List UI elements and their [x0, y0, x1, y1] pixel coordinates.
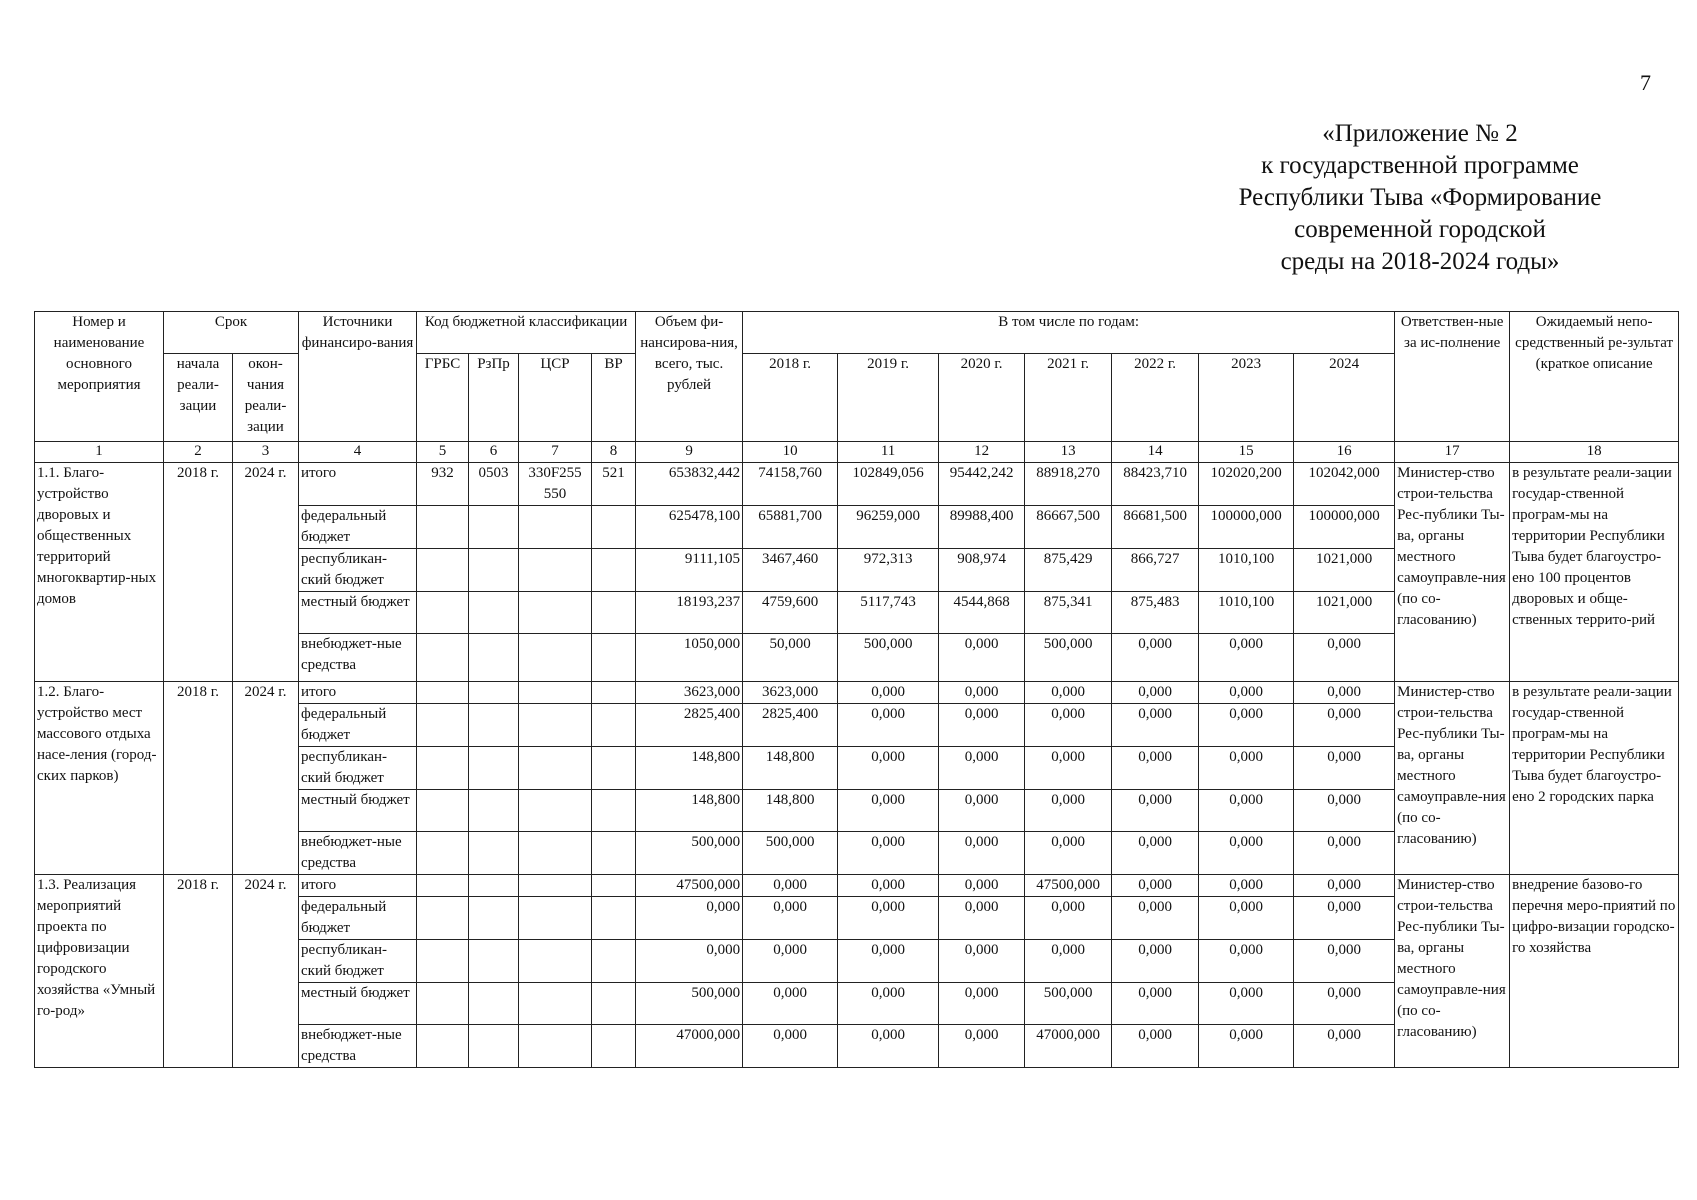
funding-source: внебюджет-ные средства	[299, 1025, 417, 1068]
header-rzpr: РзПр	[469, 354, 519, 442]
year-amount: 0,000	[1294, 832, 1395, 875]
funding-source: внебюджет-ные средства	[299, 634, 417, 682]
code-csr	[519, 1025, 592, 1068]
header-responsible: Ответствен-ные за ис-полнение	[1395, 312, 1510, 442]
year-amount: 866,727	[1112, 549, 1199, 592]
year-amount: 0,000	[939, 790, 1025, 832]
funding-source: итого	[299, 875, 417, 897]
year-amount: 0,000	[838, 747, 939, 790]
funding-source: местный бюджет	[299, 983, 417, 1025]
year-amount: 4759,600	[743, 592, 838, 634]
year-amount: 0,000	[743, 983, 838, 1025]
year-amount: 0,000	[1294, 682, 1395, 704]
column-number: 9	[636, 442, 743, 463]
year-amount: 1021,000	[1294, 592, 1395, 634]
column-number: 16	[1294, 442, 1395, 463]
expected-result: внедрение базово-го перечня меро-приятий по цифро-визации городско-го хозяйства	[1510, 875, 1679, 1068]
heading-line: Республики Тыва «Формирование	[1238, 184, 1602, 211]
funding-source: итого	[299, 463, 417, 506]
year-amount: 95442,242	[939, 463, 1025, 506]
column-number: 5	[417, 442, 469, 463]
code-rzpr	[469, 875, 519, 897]
table-row	[35, 463, 1679, 506]
year-amount: 0,000	[1112, 634, 1199, 682]
year-amount: 86667,500	[1025, 506, 1112, 549]
year-amount: 0,000	[1112, 1025, 1199, 1068]
year-amount: 0,000	[1025, 682, 1112, 704]
code-csr	[519, 592, 592, 634]
code-rzpr	[469, 634, 519, 682]
code-rzpr	[469, 832, 519, 875]
total-amount: 3623,000	[636, 682, 743, 704]
year-amount: 89988,400	[939, 506, 1025, 549]
year-amount: 100000,000	[1199, 506, 1294, 549]
column-number: 4	[299, 442, 417, 463]
code-rzpr	[469, 592, 519, 634]
year-amount: 50,000	[743, 634, 838, 682]
header-year: 2022 г.	[1112, 354, 1199, 442]
column-number: 18	[1510, 442, 1679, 463]
year-amount: 0,000	[1294, 940, 1395, 983]
code-grbs	[417, 747, 469, 790]
code-csr	[519, 634, 592, 682]
year-amount: 0,000	[1112, 897, 1199, 940]
code-csr	[519, 549, 592, 592]
year-amount: 0,000	[1294, 634, 1395, 682]
table-body	[35, 463, 1679, 1068]
column-number: 2	[164, 442, 233, 463]
year-amount: 0,000	[939, 682, 1025, 704]
code-vr	[592, 634, 636, 682]
measure-name: 1.3. Реализация мероприятий проекта по цифровизации городского хозяйства «Умный го-род»	[35, 875, 164, 1068]
column-number: 7	[519, 442, 592, 463]
year-amount: 1021,000	[1294, 549, 1395, 592]
total-amount: 500,000	[636, 832, 743, 875]
year-amount: 0,000	[939, 634, 1025, 682]
code-vr	[592, 1025, 636, 1068]
column-number: 3	[233, 442, 299, 463]
code-csr	[519, 704, 592, 747]
year-amount: 0,000	[1199, 704, 1294, 747]
code-vr	[592, 832, 636, 875]
column-number: 11	[838, 442, 939, 463]
column-number: 15	[1199, 442, 1294, 463]
year-amount: 0,000	[1294, 875, 1395, 897]
column-number: 12	[939, 442, 1025, 463]
code-rzpr	[469, 506, 519, 549]
year-amount: 0,000	[1112, 832, 1199, 875]
year-amount: 0,000	[1112, 704, 1199, 747]
total-amount: 625478,100	[636, 506, 743, 549]
total-amount: 148,800	[636, 790, 743, 832]
year-amount: 88918,270	[1025, 463, 1112, 506]
column-number: 8	[592, 442, 636, 463]
header-budget-code: Код бюджетной классификации	[417, 312, 636, 354]
code-vr	[592, 506, 636, 549]
code-rzpr	[469, 897, 519, 940]
year-amount: 0,000	[1199, 983, 1294, 1025]
page-number: 7	[1640, 70, 1651, 95]
year-amount: 0,000	[1199, 832, 1294, 875]
code-vr	[592, 747, 636, 790]
code-csr	[519, 897, 592, 940]
header-year: 2023	[1199, 354, 1294, 442]
table-row	[35, 682, 1679, 704]
year-amount: 148,800	[743, 747, 838, 790]
year-amount: 0,000	[743, 897, 838, 940]
responsible: Министер-ство строи-тельства Рес-публики Ты-ва, органы местного самоуправле-ния (по со-гласованию)	[1395, 463, 1510, 682]
code-vr	[592, 897, 636, 940]
year-amount: 500,000	[1025, 983, 1112, 1025]
year-amount: 0,000	[838, 875, 939, 897]
code-vr	[592, 790, 636, 832]
heading-line: к государственной программе	[1261, 152, 1579, 179]
year-amount: 0,000	[1199, 875, 1294, 897]
total-amount: 47500,000	[636, 875, 743, 897]
total-amount: 148,800	[636, 747, 743, 790]
year-amount: 0,000	[1199, 940, 1294, 983]
year-amount: 0,000	[838, 682, 939, 704]
year-amount: 0,000	[838, 704, 939, 747]
year-amount: 0,000	[1025, 704, 1112, 747]
measure-start: 2018 г.	[164, 875, 233, 1068]
code-vr: 521	[592, 463, 636, 506]
total-amount: 0,000	[636, 897, 743, 940]
header-year: 2024	[1294, 354, 1395, 442]
funding-source: республикан-ский бюджет	[299, 747, 417, 790]
year-amount: 0,000	[1294, 747, 1395, 790]
total-amount: 500,000	[636, 983, 743, 1025]
column-number: 17	[1395, 442, 1510, 463]
expected-result: в результате реали-зации государ-ственной програм-мы на территории Республики Тыва будет благоустро-ено 2 городских парка	[1510, 682, 1679, 875]
year-amount: 100000,000	[1294, 506, 1395, 549]
measure-end: 2024 г.	[233, 682, 299, 875]
header-result: Ожидаемый непо-средственный ре-зультат (краткое описание	[1510, 312, 1679, 442]
code-csr	[519, 832, 592, 875]
code-rzpr	[469, 704, 519, 747]
code-rzpr	[469, 790, 519, 832]
code-grbs	[417, 1025, 469, 1068]
code-grbs	[417, 682, 469, 704]
year-amount: 3467,460	[743, 549, 838, 592]
year-amount: 0,000	[1199, 747, 1294, 790]
header-vr: ВР	[592, 354, 636, 442]
measure-end: 2024 г.	[233, 875, 299, 1068]
year-amount: 0,000	[1112, 983, 1199, 1025]
year-amount: 0,000	[1294, 790, 1395, 832]
header-year: 2019 г.	[838, 354, 939, 442]
year-amount: 102849,056	[838, 463, 939, 506]
year-amount: 0,000	[939, 940, 1025, 983]
year-amount: 0,000	[838, 983, 939, 1025]
year-amount: 0,000	[838, 1025, 939, 1068]
year-amount: 0,000	[743, 875, 838, 897]
year-amount: 0,000	[939, 875, 1025, 897]
year-amount: 74158,760	[743, 463, 838, 506]
total-amount: 0,000	[636, 940, 743, 983]
year-amount: 0,000	[1199, 897, 1294, 940]
code-rzpr	[469, 549, 519, 592]
year-amount: 102020,200	[1199, 463, 1294, 506]
year-amount: 0,000	[838, 832, 939, 875]
heading-line: «Приложение № 2	[1322, 120, 1518, 147]
total-amount: 2825,400	[636, 704, 743, 747]
measure-end: 2024 г.	[233, 463, 299, 682]
year-amount: 875,483	[1112, 592, 1199, 634]
total-amount: 9111,105	[636, 549, 743, 592]
code-rzpr	[469, 983, 519, 1025]
code-rzpr	[469, 682, 519, 704]
code-vr	[592, 549, 636, 592]
code-csr	[519, 790, 592, 832]
code-grbs	[417, 506, 469, 549]
year-amount: 0,000	[1199, 1025, 1294, 1068]
year-amount: 102042,000	[1294, 463, 1395, 506]
year-amount: 875,341	[1025, 592, 1112, 634]
heading-line: среды на 2018-2024 годы»	[1280, 248, 1560, 275]
year-amount: 0,000	[1112, 940, 1199, 983]
code-grbs	[417, 832, 469, 875]
year-amount: 0,000	[838, 897, 939, 940]
year-amount: 0,000	[1294, 1025, 1395, 1068]
column-number: 13	[1025, 442, 1112, 463]
total-amount: 1050,000	[636, 634, 743, 682]
year-amount: 86681,500	[1112, 506, 1199, 549]
year-amount: 0,000	[1294, 897, 1395, 940]
header-grbs: ГРБС	[417, 354, 469, 442]
funding-source: федеральный бюджет	[299, 704, 417, 747]
heading-line: современной городской	[1294, 216, 1546, 243]
year-amount: 0,000	[939, 983, 1025, 1025]
year-amount: 0,000	[1025, 790, 1112, 832]
code-grbs	[417, 549, 469, 592]
code-csr	[519, 747, 592, 790]
year-amount: 0,000	[939, 897, 1025, 940]
header-start: начала реали-зации	[164, 354, 233, 442]
code-csr	[519, 983, 592, 1025]
year-amount: 875,429	[1025, 549, 1112, 592]
code-vr	[592, 682, 636, 704]
code-rzpr	[469, 940, 519, 983]
funding-source: федеральный бюджет	[299, 897, 417, 940]
funding-source: местный бюджет	[299, 592, 417, 634]
total-amount: 653832,442	[636, 463, 743, 506]
code-vr	[592, 875, 636, 897]
code-vr	[592, 940, 636, 983]
funding-source: республикан-ский бюджет	[299, 549, 417, 592]
year-amount: 0,000	[1112, 682, 1199, 704]
code-csr	[519, 506, 592, 549]
year-amount: 0,000	[1025, 747, 1112, 790]
expected-result: в результате реали-зации государ-ственной програм-мы на территории Республики Тыва будет благоустро-ено 100 процентов дворовых и обще-ственных террито-рий	[1510, 463, 1679, 682]
year-amount: 0,000	[1199, 634, 1294, 682]
code-grbs: 932	[417, 463, 469, 506]
year-amount: 0,000	[939, 747, 1025, 790]
year-amount: 500,000	[1025, 634, 1112, 682]
year-amount: 0,000	[1025, 897, 1112, 940]
year-amount: 0,000	[838, 790, 939, 832]
funding-table	[34, 311, 1679, 1068]
year-amount: 47000,000	[1025, 1025, 1112, 1068]
code-rzpr	[469, 1025, 519, 1068]
code-rzpr: 0503	[469, 463, 519, 506]
header-by-year: В том числе по годам:	[743, 312, 1395, 354]
code-grbs	[417, 940, 469, 983]
measure-name: 1.1. Благо-устройство дворовых и общественных территорий многоквартир-ных домов	[35, 463, 164, 682]
header-end: окон-чания реали-зации	[233, 354, 299, 442]
year-amount: 0,000	[1199, 682, 1294, 704]
header-period: Срок	[164, 312, 299, 354]
funding-source: итого	[299, 682, 417, 704]
column-number: 1	[35, 442, 164, 463]
funding-source: местный бюджет	[299, 790, 417, 832]
appendix-heading	[1150, 118, 1690, 278]
header-year: 2021 г.	[1025, 354, 1112, 442]
year-amount: 500,000	[743, 832, 838, 875]
code-grbs	[417, 704, 469, 747]
total-amount: 47000,000	[636, 1025, 743, 1068]
year-amount: 0,000	[1112, 875, 1199, 897]
year-amount: 0,000	[1294, 704, 1395, 747]
code-csr	[519, 682, 592, 704]
code-grbs	[417, 875, 469, 897]
measure-name: 1.2. Благо-устройство мест массового отдыха насе-ления (город-ских парков)	[35, 682, 164, 875]
year-amount: 1010,100	[1199, 592, 1294, 634]
total-amount: 18193,237	[636, 592, 743, 634]
year-amount: 1010,100	[1199, 549, 1294, 592]
year-amount: 65881,700	[743, 506, 838, 549]
year-amount: 0,000	[1199, 790, 1294, 832]
code-vr	[592, 983, 636, 1025]
year-amount: 2825,400	[743, 704, 838, 747]
header-csr: ЦСР	[519, 354, 592, 442]
code-grbs	[417, 790, 469, 832]
year-amount: 47500,000	[1025, 875, 1112, 897]
year-amount: 0,000	[939, 704, 1025, 747]
year-amount: 0,000	[939, 832, 1025, 875]
column-number: 10	[743, 442, 838, 463]
year-amount: 88423,710	[1112, 463, 1199, 506]
header-sources: Источники финансиро-вания	[299, 312, 417, 442]
year-amount: 148,800	[743, 790, 838, 832]
year-amount: 0,000	[1025, 940, 1112, 983]
header-year: 2020 г.	[939, 354, 1025, 442]
year-amount: 5117,743	[838, 592, 939, 634]
code-csr	[519, 940, 592, 983]
year-amount: 0,000	[838, 940, 939, 983]
code-vr	[592, 704, 636, 747]
funding-source: федеральный бюджет	[299, 506, 417, 549]
column-number: 6	[469, 442, 519, 463]
code-grbs	[417, 634, 469, 682]
year-amount: 500,000	[838, 634, 939, 682]
year-amount: 3623,000	[743, 682, 838, 704]
year-amount: 0,000	[743, 940, 838, 983]
header-year: 2018 г.	[743, 354, 838, 442]
year-amount: 0,000	[1294, 983, 1395, 1025]
year-amount: 0,000	[743, 1025, 838, 1068]
responsible: Министер-ство строи-тельства Рес-публики Ты-ва, органы местного самоуправле-ния (по со-гласованию)	[1395, 875, 1510, 1068]
year-amount: 908,974	[939, 549, 1025, 592]
column-number: 14	[1112, 442, 1199, 463]
code-grbs	[417, 897, 469, 940]
code-csr: 330F255 550	[519, 463, 592, 506]
code-grbs	[417, 983, 469, 1025]
year-amount: 0,000	[939, 1025, 1025, 1068]
header-measure: Номер и наименование основного мероприятия	[35, 312, 164, 442]
table-row	[35, 875, 1679, 897]
code-rzpr	[469, 747, 519, 790]
code-vr	[592, 592, 636, 634]
year-amount: 0,000	[1112, 790, 1199, 832]
code-grbs	[417, 592, 469, 634]
funding-source: внебюджет-ные средства	[299, 832, 417, 875]
year-amount: 0,000	[1112, 747, 1199, 790]
measure-start: 2018 г.	[164, 463, 233, 682]
year-amount: 972,313	[838, 549, 939, 592]
measure-start: 2018 г.	[164, 682, 233, 875]
code-csr	[519, 875, 592, 897]
year-amount: 4544,868	[939, 592, 1025, 634]
responsible: Министер-ство строи-тельства Рес-публики Ты-ва, органы местного самоуправле-ния (по со-гласованию)	[1395, 682, 1510, 875]
header-volume: Объем фи-нансирова-ния, всего, тыс. рублей	[636, 312, 743, 442]
year-amount: 0,000	[1025, 832, 1112, 875]
funding-source: республикан-ский бюджет	[299, 940, 417, 983]
year-amount: 96259,000	[838, 506, 939, 549]
